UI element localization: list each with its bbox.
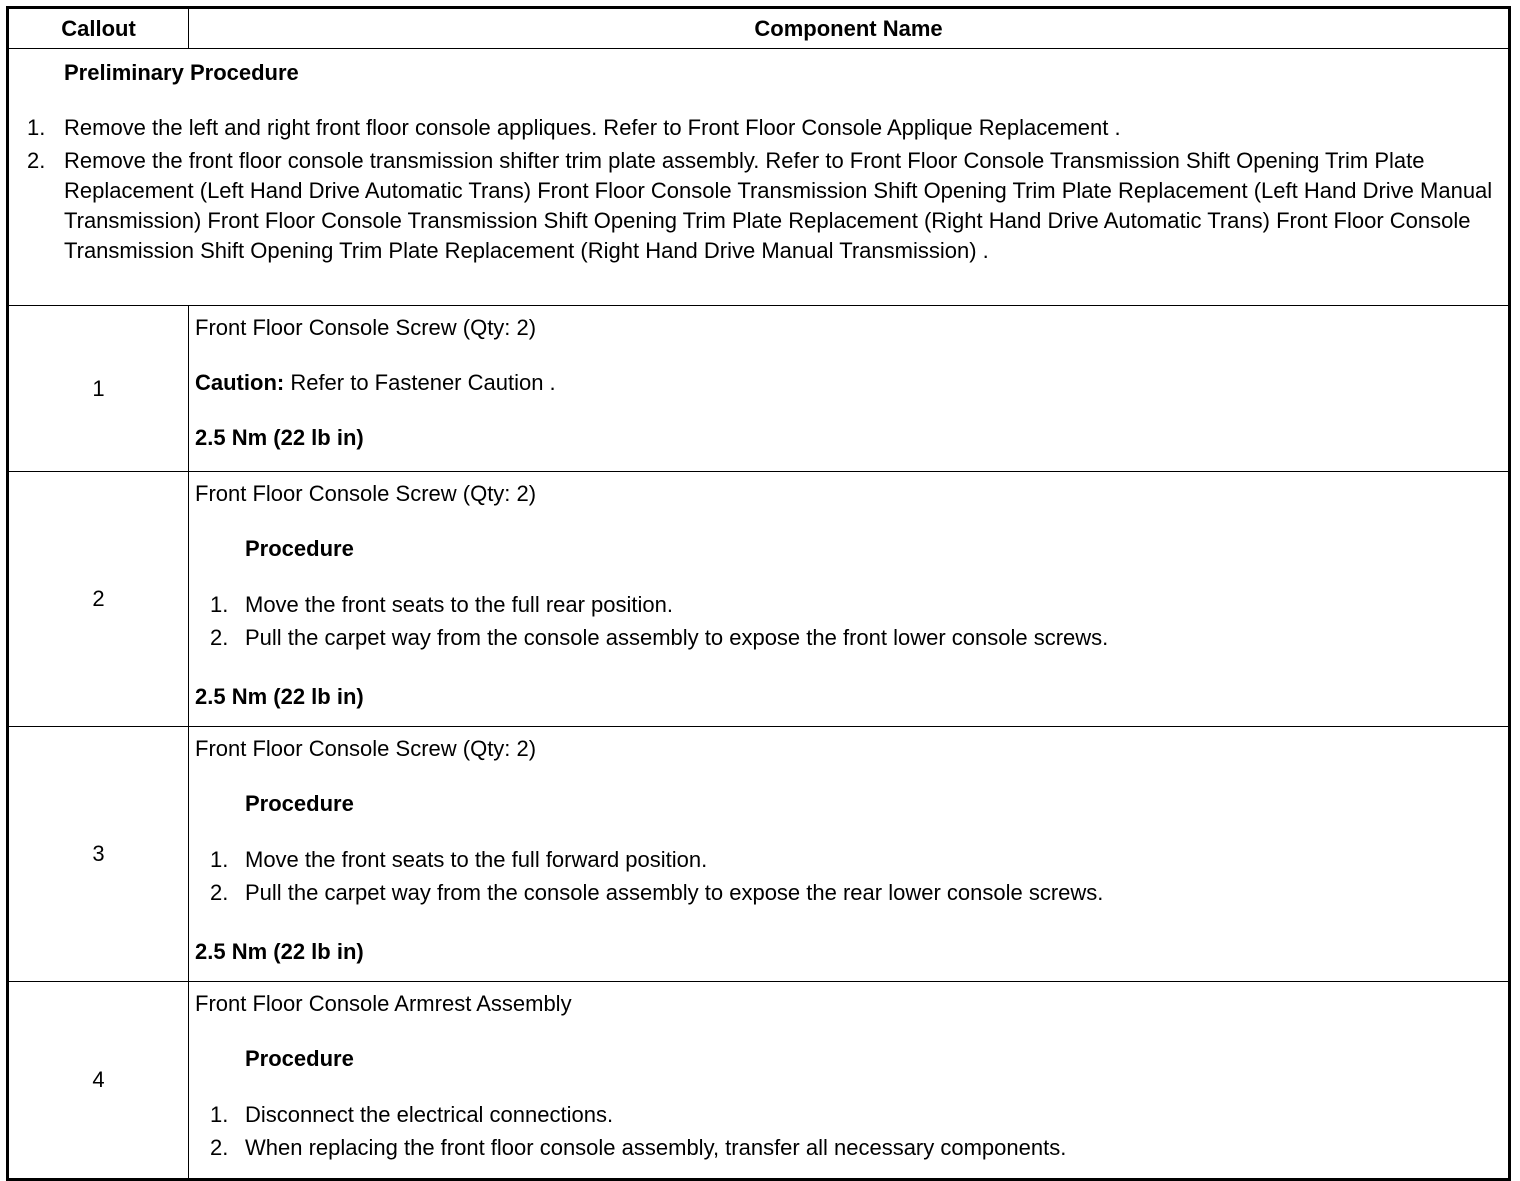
step-text: Remove the left and right front floor console appliques. Refer to Front Floor Console Applique Replacement . [64,115,1121,140]
preliminary-procedure-row [8,49,1510,306]
list-item [195,1100,1498,1130]
step-number: 2. [210,880,229,905]
component-name: Front Floor Console Screw (Qty: 2) [195,315,537,340]
list-item [195,590,1498,620]
table-row [8,727,1510,982]
component-name-column-header: Component Name [189,8,1510,49]
component-name: Front Floor Console Armrest Assembly [195,991,572,1016]
list-item [195,845,1498,875]
procedure-title: Procedure [245,1046,354,1071]
component-name: Front Floor Console Screw (Qty: 2) [195,736,537,761]
list-item [17,113,1494,143]
torque-spec: 2.5 Nm (22 lb in) [195,939,364,964]
component-cell [189,472,1510,727]
component-name: Front Floor Console Screw (Qty: 2) [195,481,537,506]
step-text: When replacing the front floor console assembly, transfer all necessary components. [245,1135,1067,1160]
table-row [8,306,1510,472]
step-text: Move the front seats to the full rear position. [245,592,674,617]
torque-spec: 2.5 Nm (22 lb in) [195,684,364,709]
step-number: 1. [210,1102,229,1127]
step-text: Disconnect the electrical connections. [245,1102,614,1127]
component-table [6,6,1511,1181]
table-row [8,982,1510,1180]
procedure-steps-list [195,1100,1498,1163]
caution-text: Refer to Fastener Caution . [284,370,556,395]
table-header-row [8,8,1510,49]
list-item [17,146,1494,266]
caution-note [195,369,1498,397]
step-number: 1. [210,847,229,872]
procedure-steps-list [195,845,1498,908]
step-number: 1. [27,115,46,140]
step-number: 2. [210,625,229,650]
table-row [8,472,1510,727]
procedure-title: Procedure [245,791,354,816]
procedure-title: Procedure [245,536,354,561]
component-cell [189,982,1510,1180]
step-text: Move the front seats to the full forward position. [245,847,708,872]
step-number: 1. [210,592,229,617]
step-text: Pull the carpet way from the console assembly to expose the rear lower console screws. [245,880,1104,905]
step-number: 2. [27,148,46,173]
component-cell [189,306,1510,472]
list-item [195,623,1498,653]
callout-number: 2 [8,472,189,727]
callout-column-header: Callout [8,8,189,49]
callout-number: 1 [8,306,189,472]
step-text: Remove the front floor console transmission shifter trim plate assembly. Refer to Front Floor Console Transmission Shift Opening Trim Plate Replacement (Left Hand Drive Automatic Trans) Front Floor Console Transmission Shift Opening Trim Plate Replacement (Left Hand Drive Manual Transmission) Front Floor Console Transmission Shift Opening Trim Plate Replacement (Right Hand Drive Automatic Trans) Front Floor Console Transmission Shift Opening Trim Plate Replacement (Right Hand Drive Manual Transmission) . [64,148,1493,263]
procedure-steps-list [195,590,1498,653]
component-cell [189,727,1510,982]
preliminary-procedure-cell [8,49,1510,306]
torque-spec: 2.5 Nm (22 lb in) [195,425,364,450]
list-item [195,1133,1498,1163]
preliminary-procedure-title: Preliminary Procedure [64,60,299,85]
step-number: 2. [210,1135,229,1160]
preliminary-steps-list [17,113,1494,266]
caution-label: Caution: [195,370,285,395]
list-item [195,878,1498,908]
step-text: Pull the carpet way from the console assembly to expose the front lower console screws. [245,625,1109,650]
callout-number: 3 [8,727,189,982]
callout-number: 4 [8,982,189,1180]
